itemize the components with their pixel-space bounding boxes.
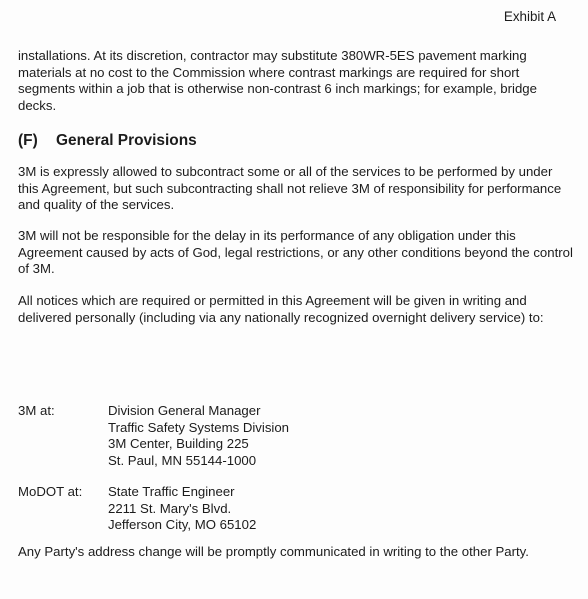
paragraph-address-change: Any Party's address change will be promptly communicated in writing to the other Party. <box>18 544 529 559</box>
section-heading <box>18 133 197 150</box>
address-line: 2211 St. Mary's Blvd. <box>108 500 232 516</box>
address-line: St. Paul, MN 55144-1000 <box>108 452 257 468</box>
paragraph-subcontract: 3M is expressly allowed to subcontract some or all of the services to be performed by under this Agreement, but such subcontracting shall not relieve 3M of responsibility for performance and quality of the services. <box>18 164 562 213</box>
address-line: State Traffic Engineer <box>108 484 235 499</box>
section-number: (F) <box>18 132 38 149</box>
address-label: 3M at: <box>18 403 55 418</box>
address-label: MoDOT at: <box>18 484 83 499</box>
paragraph-notices: All notices which are required or permitted in this Agreement will be given in writing and delivered personally (including via any nationally recognized overnight delivery service) to: <box>18 293 544 325</box>
address-line: Traffic Safety Systems Division <box>108 419 290 435</box>
address-line: Jefferson City, MO 65102 <box>108 517 257 533</box>
address-line: 3M Center, Building 225 <box>108 436 249 452</box>
address-lines <box>108 484 256 534</box>
section-title: General Provisions <box>56 132 197 149</box>
paragraph-force-majeure: 3M will not be responsible for the delay in its performance of any obligation under this Agreement caused by acts of God, legal restrictions, or any other conditions beyond the control of 3M. <box>18 228 573 277</box>
intro-paragraph: installations. At its discretion, contractor may substitute 380WR-5ES pavement marking materials at no cost to the Commission where contrast markings are required for short segments within a job that is otherwise non-contrast 6 inch markings; for example, bridge decks. <box>18 48 537 113</box>
address-line: Division General Manager <box>108 403 261 418</box>
address-lines <box>108 403 289 469</box>
exhibit-label: Exhibit A <box>503 9 556 24</box>
